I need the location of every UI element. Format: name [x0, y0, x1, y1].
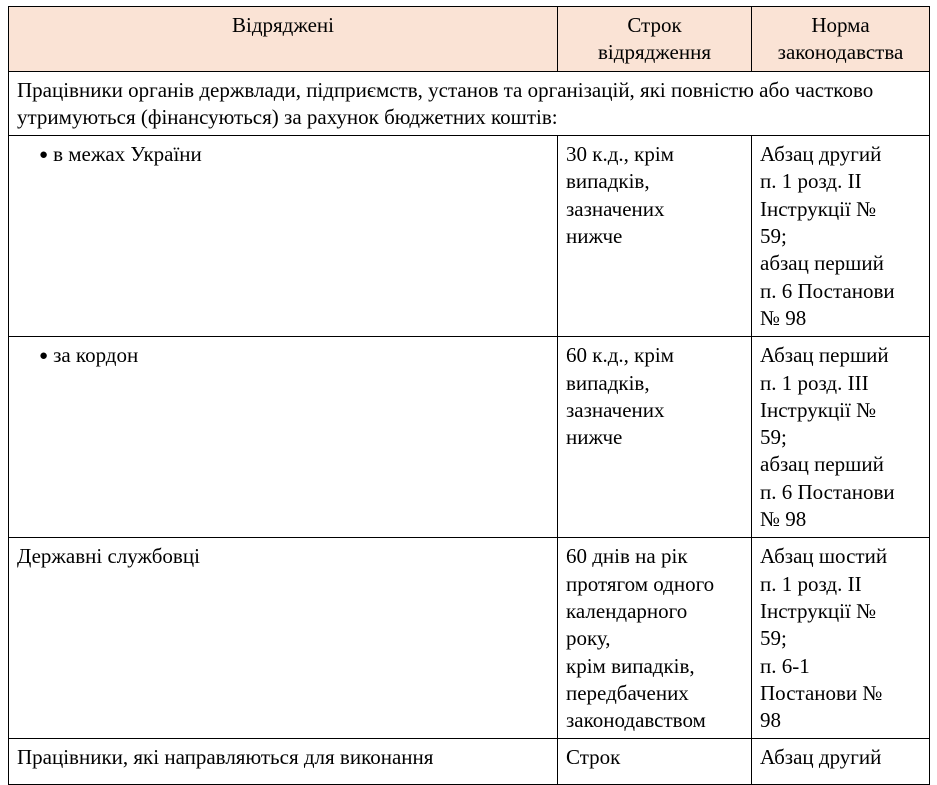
column-header-term-label-line1: Строк — [627, 13, 682, 37]
bullet-icon: ● — [39, 348, 49, 365]
norm-line: Інструкції № — [760, 598, 877, 623]
term-line: зазначених — [566, 196, 665, 221]
term-line: крім випадків, — [566, 653, 695, 678]
business-trip-norms-table — [8, 6, 930, 785]
term-line: Строк — [566, 745, 621, 770]
term-line: передбачених — [566, 680, 689, 705]
table-row — [9, 136, 930, 337]
table-row — [9, 71, 930, 136]
norm-line: Абзац шостий — [760, 544, 888, 569]
table-row — [9, 337, 930, 538]
document-table-container — [0, 6, 937, 770]
traveler-cell — [9, 337, 558, 538]
column-header-traveler-label: Відряджені — [232, 13, 334, 37]
norm-line: абзац перший — [760, 452, 884, 477]
norm-line: Абзац перший — [760, 343, 889, 368]
norm-line: Абзац другий — [760, 745, 882, 770]
bullet-icon: ● — [39, 147, 49, 164]
norm-line: 59; — [760, 425, 787, 450]
traveler-cell — [9, 136, 558, 337]
term-line: 60 днів на рік — [566, 544, 688, 569]
column-header-term — [558, 7, 752, 72]
traveler-cell — [9, 739, 558, 785]
column-header-traveler — [9, 7, 558, 72]
term-line: протягом одного — [566, 571, 715, 596]
norm-cell — [752, 337, 930, 538]
norm-line: п. 6-1 — [760, 653, 810, 678]
table-row — [9, 538, 930, 739]
traveler-cell — [9, 538, 558, 739]
norm-line: № 98 — [760, 507, 807, 532]
norm-cell — [752, 538, 930, 739]
bullet-item — [17, 342, 549, 369]
term-cell — [558, 337, 752, 538]
norm-line: п. 1 розд. III — [760, 370, 869, 395]
intro-cell — [9, 71, 930, 136]
traveler-label: Державні службовці — [17, 544, 200, 569]
norm-line: Абзац другий — [760, 142, 882, 167]
column-header-norm — [752, 7, 930, 72]
term-cell — [558, 739, 752, 785]
term-line: зазначених — [566, 397, 665, 422]
column-header-term-label-line2: відрядження — [598, 40, 711, 65]
norm-line: 98 — [760, 708, 781, 733]
column-header-norm-label-line2: законодавства — [777, 40, 904, 65]
norm-cell — [752, 136, 930, 337]
norm-line: 59; — [760, 626, 787, 651]
term-line: нижче — [566, 425, 623, 450]
norm-line: Інструкції № — [760, 196, 877, 221]
norm-cell — [752, 739, 930, 785]
norm-line: 59; — [760, 224, 787, 249]
table-header — [9, 7, 930, 72]
term-line: випадків, — [566, 169, 650, 194]
norm-line: абзац перший — [760, 251, 884, 276]
norm-line: п. 6 Постанови — [760, 479, 895, 504]
table-body — [9, 71, 930, 785]
term-line: законодавством — [566, 708, 706, 733]
term-line: 60 к.д., крім — [566, 343, 674, 368]
norm-line: п. 1 розд. II — [760, 571, 862, 596]
term-cell — [558, 136, 752, 337]
term-line: нижче — [566, 224, 623, 249]
norm-line: п. 6 Постанови — [760, 278, 895, 303]
term-cell — [558, 538, 752, 739]
traveler-label: Працівники, які направляються для виконання — [17, 745, 434, 770]
bullet-item — [17, 141, 549, 168]
traveler-label: в межах України — [53, 142, 202, 167]
norm-line: Інструкції № — [760, 397, 877, 422]
norm-line: Постанови № — [760, 680, 883, 705]
term-line: випадків, — [566, 370, 650, 395]
term-line: року, — [566, 626, 611, 651]
norm-line: п. 1 розд. II — [760, 169, 862, 194]
norm-line: № 98 — [760, 305, 807, 330]
intro-text: Працівники органів держвлади, підприємств, установ та організацій, які повністю або частково утримуються (фінансуються) за рахунок бюджетних коштів: — [17, 77, 874, 129]
column-header-norm-label-line1: Норма — [811, 13, 870, 37]
term-line: 30 к.д., крім — [566, 142, 674, 167]
term-line: календарного — [566, 598, 688, 623]
traveler-label: за кордон — [53, 343, 139, 368]
table-row — [9, 739, 930, 785]
table-header-row — [9, 7, 930, 72]
